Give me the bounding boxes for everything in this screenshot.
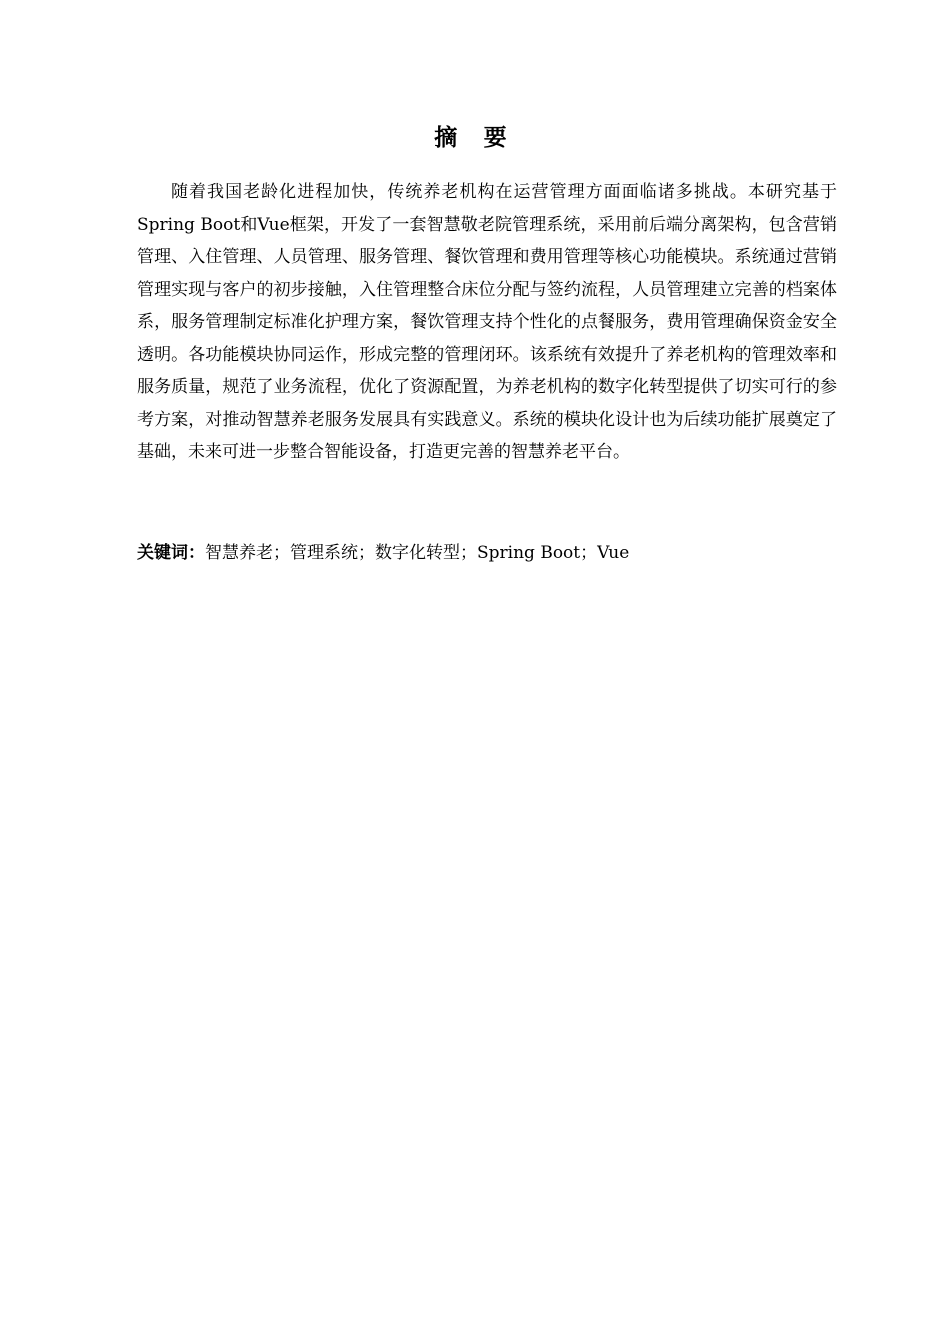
keywords-label: 关键词：: [137, 543, 205, 563]
keywords-text: 智慧养老；管理系统；数字化转型；Spring Boot；Vue: [205, 543, 630, 563]
abstract-body: 随着我国老龄化进程加快，传统养老机构在运营管理方面面临诸多挑战。本研究基于Spring Boot和Vue框架，开发了一套智慧敬老院管理系统，采用前后端分离架构，包含营销管理、入住管理、人员管理、服务管理、餐饮管理和费用管理等核心功能模块。系统通过营销管理实现与客户的初步接触，入住管理整合床位分配与签约流程，人员管理建立完善的档案体系，服务管理制定标准化护理方案，餐饮管理支持个性化的点餐服务，费用管理确保资金安全透明。各功能模块协同运作，形成完整的管理闭环。该系统有效提升了养老机构的管理效率和服务质量，规范了业务流程，优化了资源配置，为养老机构的数字化转型提供了切实可行的参考方案，对推动智慧养老服务发展具有实践意义。系统的模块化设计也为后续功能扩展奠定了基础，未来可进一步整合智能设备，打造更完善的智慧养老平台。: [137, 182, 837, 462]
keywords-line: [137, 538, 837, 568]
abstract-title: 摘 要: [434, 125, 516, 151]
